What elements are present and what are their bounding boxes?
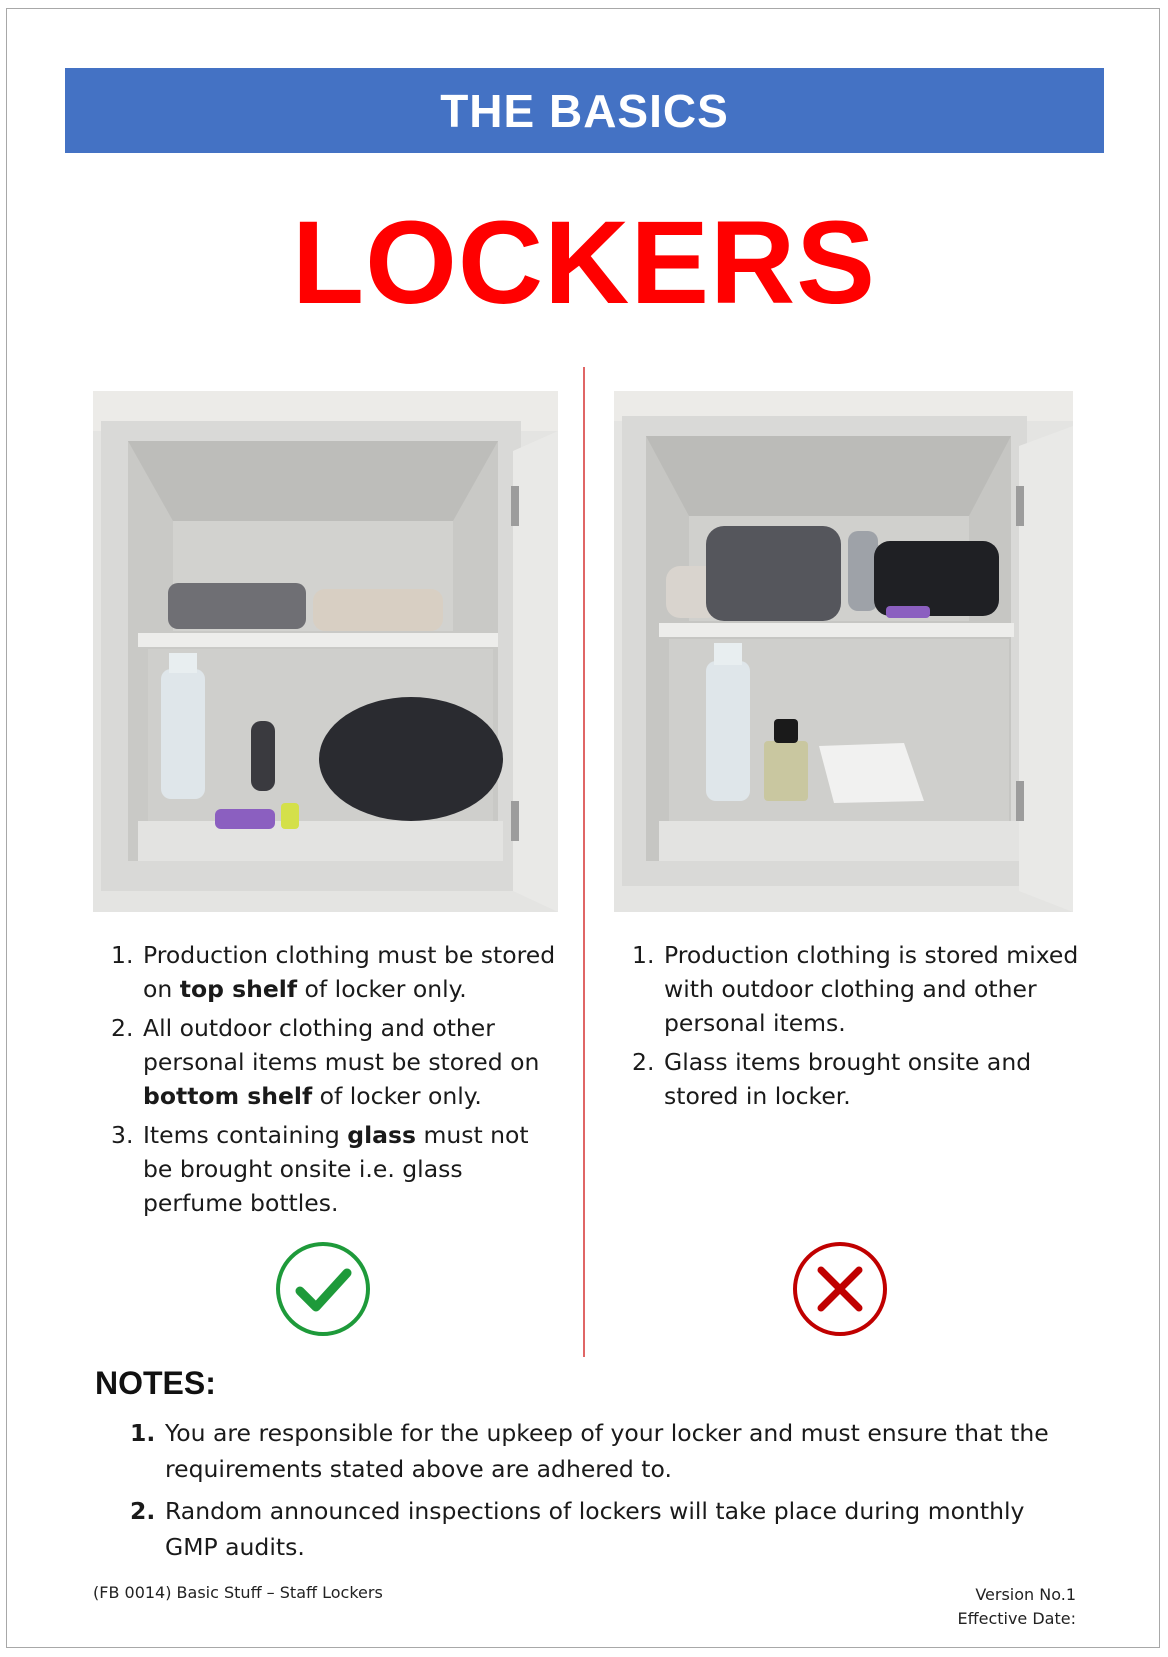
list-number: 2.: [111, 1014, 134, 1042]
document-reference: (FB 0014) Basic Stuff – Staff Lockers: [93, 1583, 383, 1602]
list-number: 1.: [632, 941, 655, 969]
correct-practice-list: [93, 938, 563, 1225]
locker-photo-correct: [93, 391, 558, 912]
emphasis-text: glass: [347, 1121, 416, 1149]
list-text: must not be brought onsite i.e. glass perfume bottles.: [143, 1121, 529, 1217]
list-text: Glass items brought onsite and stored in locker.: [664, 1048, 1032, 1110]
list-text: Production clothing must be stored on: [143, 941, 556, 1003]
note-text: You are responsible for the upkeep of your locker and must ensure that the requirements stated above are adhered to.: [165, 1419, 1049, 1483]
emphasis-text: top shelf: [179, 975, 298, 1003]
banner-label: THE BASICS: [440, 84, 729, 137]
list-text: Production clothing is stored mixed with outdoor clothing and other personal items.: [664, 941, 1079, 1037]
page-title: LOCKERS: [292, 197, 876, 329]
list-item: [93, 1118, 563, 1220]
list-item: [93, 938, 563, 1006]
header-banner: [65, 68, 1104, 153]
note-number: 1.: [130, 1419, 156, 1447]
version-number: Version No.1: [975, 1585, 1076, 1604]
note-item: [95, 1415, 1075, 1487]
list-item: [614, 1045, 1084, 1113]
notes-list: [95, 1415, 1075, 1571]
effective-date: Effective Date:: [957, 1609, 1076, 1628]
x-circle-icon: [791, 1240, 889, 1338]
list-text: of locker only.: [297, 975, 467, 1003]
list-item: [614, 938, 1084, 1040]
list-text: Items containing: [143, 1121, 348, 1149]
locker-photo-incorrect: [614, 391, 1073, 912]
notes-heading: NOTES:: [95, 1365, 216, 1401]
note-item: [95, 1493, 1075, 1565]
list-text: All outdoor clothing and other personal items must be stored on: [143, 1014, 540, 1076]
version-block: [957, 1583, 1076, 1631]
list-number: 3.: [111, 1121, 134, 1149]
column-divider: [583, 367, 585, 1357]
list-number: 1.: [111, 941, 134, 969]
incorrect-practice-list: [614, 938, 1084, 1118]
check-circle-icon: [274, 1240, 372, 1338]
list-text: of locker only.: [312, 1082, 482, 1110]
list-item: [93, 1011, 563, 1113]
emphasis-text: bottom shelf: [143, 1082, 313, 1110]
note-text: Random announced inspections of lockers will take place during monthly GMP audits.: [165, 1497, 1025, 1561]
list-number: 2.: [632, 1048, 655, 1076]
note-number: 2.: [130, 1497, 156, 1525]
